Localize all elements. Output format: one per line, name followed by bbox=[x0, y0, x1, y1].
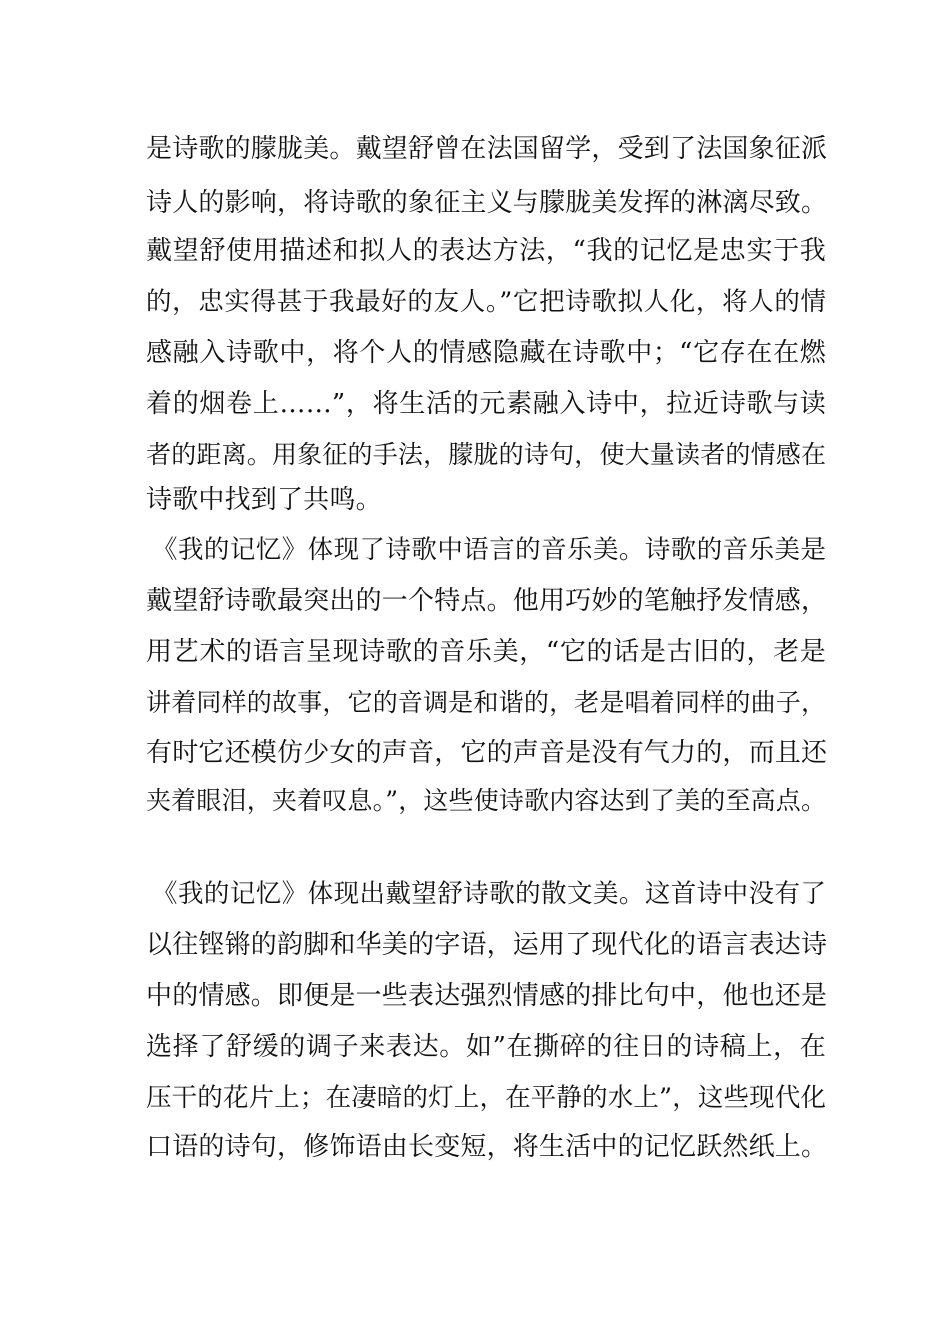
text-line: 中的情感。即便是一些表达强烈情感的排比句中，他也还是 bbox=[146, 981, 828, 1011]
text-line: 戴望舒诗歌最突出的一个特点。他用巧妙的笔触抒发情感， bbox=[146, 586, 828, 616]
text-line: 选择了舒缓的调子来表达。如”在撕碎的往日的诗稿上，在 bbox=[146, 1032, 826, 1062]
text-line: 诗人的影响，将诗歌的象征主义与朦胧美发挥的淋漓尽致。 bbox=[146, 188, 828, 218]
text-line: 《我的记忆》体现了诗歌中语言的音乐美。诗歌的音乐美是 bbox=[152, 535, 826, 565]
text-line: 夹着眼泪，夹着叹息。”，这些使诗歌内容达到了美的至高点。 bbox=[146, 786, 826, 815]
text-line: 是诗歌的朦胧美。戴望舒曾在法国留学，受到了法国象征派 bbox=[146, 134, 828, 164]
text-line: 诗歌中找到了共鸣。 bbox=[146, 485, 382, 515]
text-line: 《我的记忆》体现出戴望舒诗歌的散文美。这首诗中没有了 bbox=[152, 879, 826, 909]
text-line: 以往铿锵的韵脚和华美的字语，运用了现代化的语言表达诗 bbox=[146, 930, 828, 960]
text-line: 用艺术的语言呈现诗歌的音乐美，“它的话是古旧的，老是 bbox=[146, 637, 826, 667]
text-line: 着的烟卷上……”，将生活的元素融入诗中，拉近诗歌与读 bbox=[146, 389, 826, 419]
text-line: 者的距离。用象征的手法，朦胧的诗句，使大量读者的情感在 bbox=[146, 440, 826, 469]
text-line: 的，忠实得甚于我最好的友人。”它把诗歌拟人化，将人的情 bbox=[146, 287, 826, 317]
text-line: 口语的诗句，修饰语由长变短，将生活中的记忆跃然纸上。 bbox=[146, 1132, 828, 1162]
text-line: 有时它还模仿少女的声音，它的声音是没有气力的，而且还 bbox=[146, 738, 828, 768]
text-line: 压干的花片上；在凄暗的灯上，在平静的水上”，这些现代化 bbox=[146, 1083, 826, 1113]
text-line: 感融入诗歌中，将个人的情感隐藏在诗歌中；“它存在在燃 bbox=[146, 338, 826, 368]
text-line: 戴望舒使用描述和拟人的表达方法，“我的记忆是忠实于我 bbox=[146, 236, 826, 266]
text-line: 讲着同样的故事，它的音调是和谐的，老是唱着同样的曲子， bbox=[146, 688, 826, 717]
